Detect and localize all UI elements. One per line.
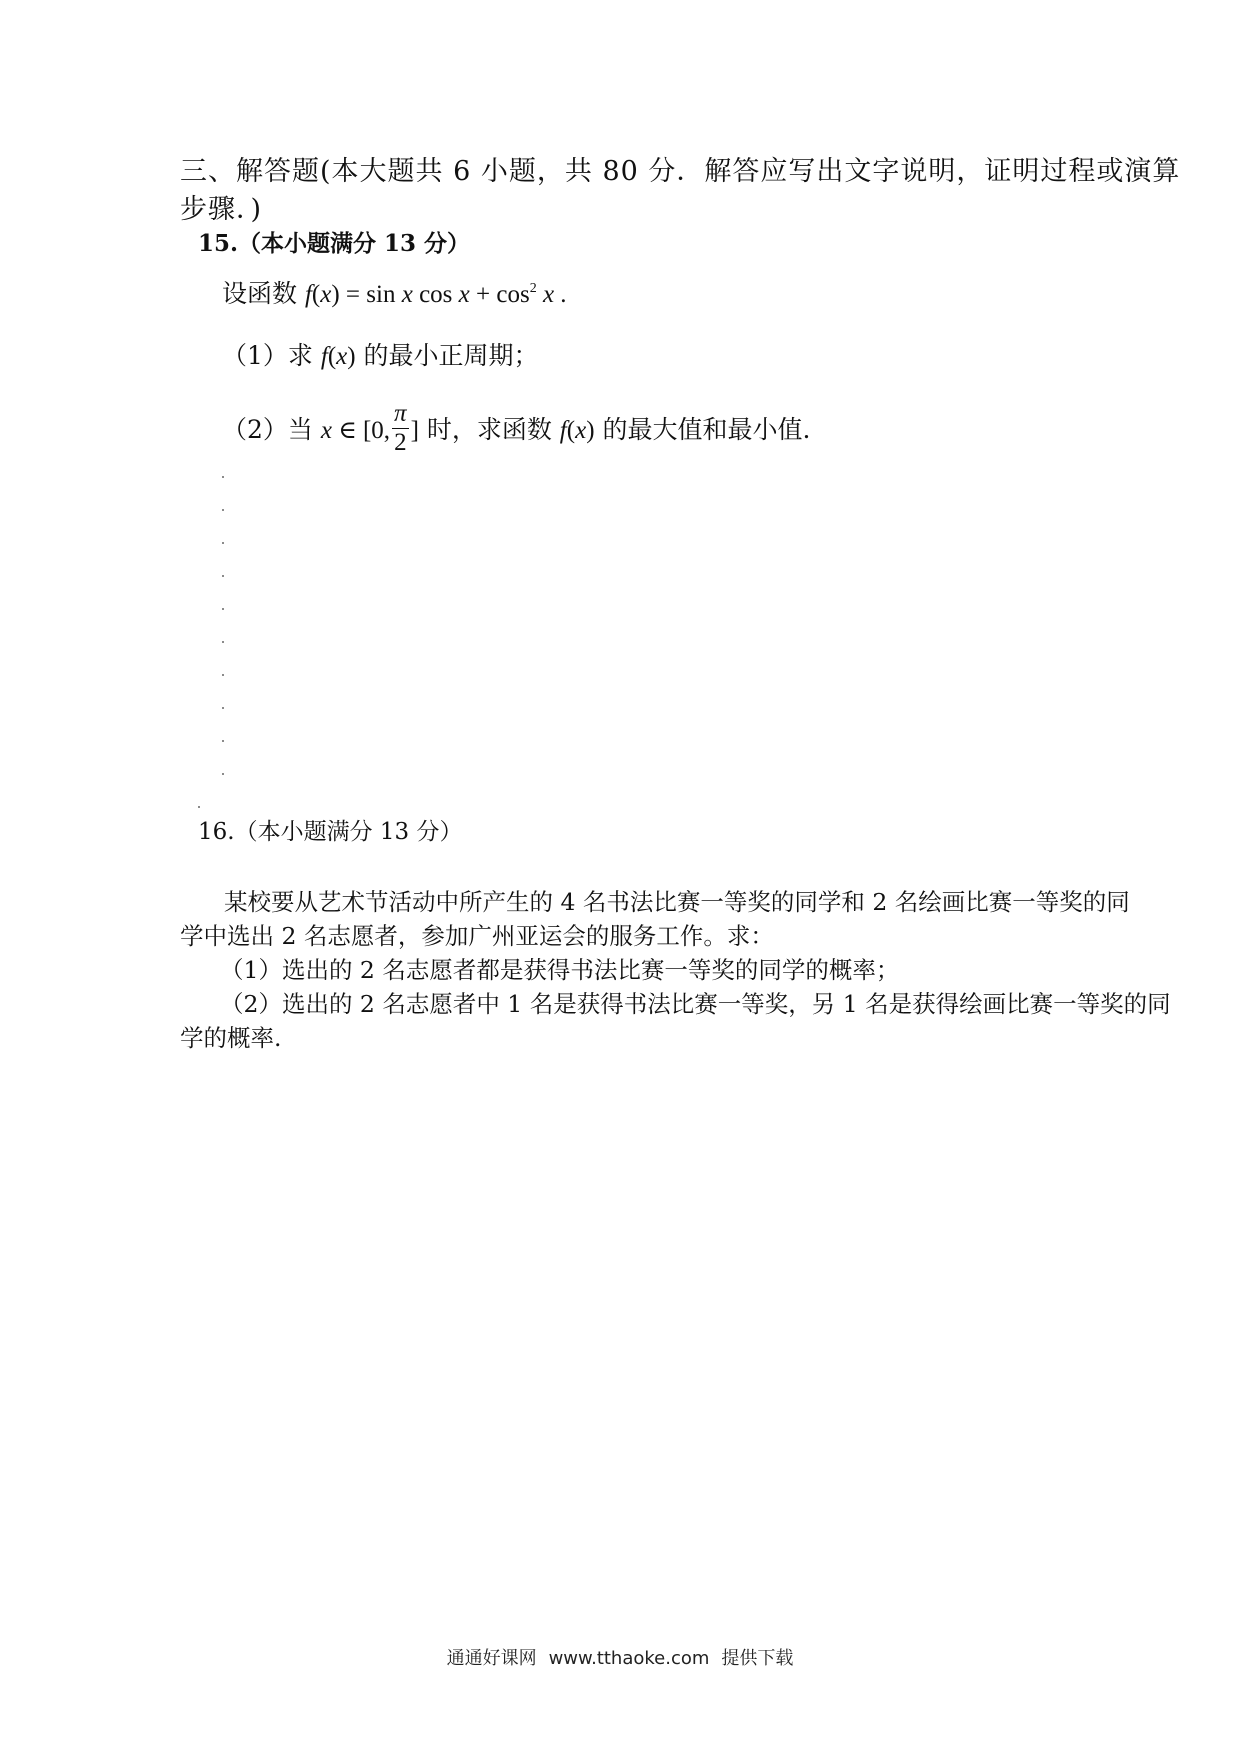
answer-space-dot <box>222 575 224 577</box>
answer-space-dot <box>222 509 224 511</box>
q15-intro <box>222 278 567 311</box>
section-title-line2: 步骤．) <box>180 194 263 225</box>
page-footer <box>0 1644 1240 1670</box>
q15-header: 15.（本小题满分 13 分） <box>198 230 471 257</box>
q16-part1: （1）选出的 2 名志愿者都是获得书法比赛一等奖的同学的概率； <box>220 956 900 984</box>
fraction-numerator: π <box>394 400 407 427</box>
q15-part1 <box>222 340 539 373</box>
q15-part1-prefix: （1）求 <box>222 341 321 370</box>
footer-site-name: 通通好课网 <box>446 1648 537 1669</box>
q15-intro-prefix: 设函数 <box>222 279 305 308</box>
answer-space-dot <box>222 476 224 478</box>
section-title-line1: 三、解答题(本大题共 6 小题，共 80 分．解答应写出文字说明，证明过程或演算 <box>180 156 1181 187</box>
answer-space-dot <box>198 806 200 808</box>
pi-over-2-fraction <box>392 400 409 457</box>
answer-space-dot <box>222 674 224 676</box>
q16-part2-line2: 学的概率. <box>180 1024 282 1052</box>
answer-space-dot <box>222 542 224 544</box>
q15-function-definition: f(x) = sin x $\cos x + \cos^2 x$ . <box>304 281 567 308</box>
q15-part2-mid: 时，求函数 <box>418 415 560 445</box>
q16-para1-line1: 某校要从艺术节活动中所产生的 4 名书法比赛一等奖的同学和 2 名绘画比赛一等奖的同 <box>224 888 1130 916</box>
q16-para1-line2: 学中选出 2 名志愿者，参加广州亚运会的服务工作。求： <box>180 922 774 950</box>
q16-part2-line1: （2）选出的 2 名志愿者中 1 名是获得书法比赛一等奖，另 1 名是获得绘画比赛一等奖的同 <box>220 990 1171 1018</box>
answer-space-dot <box>222 740 224 742</box>
q15-part1-fx: f(x) <box>320 343 356 370</box>
answer-space-dot <box>222 608 224 610</box>
q15-part2-fx: f(x) <box>559 417 595 445</box>
q15-part2-suffix: 的最大值和最小值. <box>594 415 811 445</box>
q16-header: 16.（本小题满分 13 分） <box>198 819 463 845</box>
answer-space-dot <box>222 773 224 775</box>
q15-part2-prefix: （2）当 <box>222 415 321 445</box>
fraction-denominator: 2 <box>394 429 407 456</box>
answer-space-dot <box>222 641 224 643</box>
q15-part2-interval: x ∈ [0, $\frac{\pi}{2}$ ] <box>320 400 419 456</box>
answer-space-dot <box>222 707 224 709</box>
footer-suffix: 提供下载 <box>721 1648 794 1669</box>
footer-url[interactable]: www.tthaoke.com <box>548 1648 710 1669</box>
q15-part2 <box>222 400 811 461</box>
q15-part1-suffix: 的最小正周期； <box>355 341 539 370</box>
